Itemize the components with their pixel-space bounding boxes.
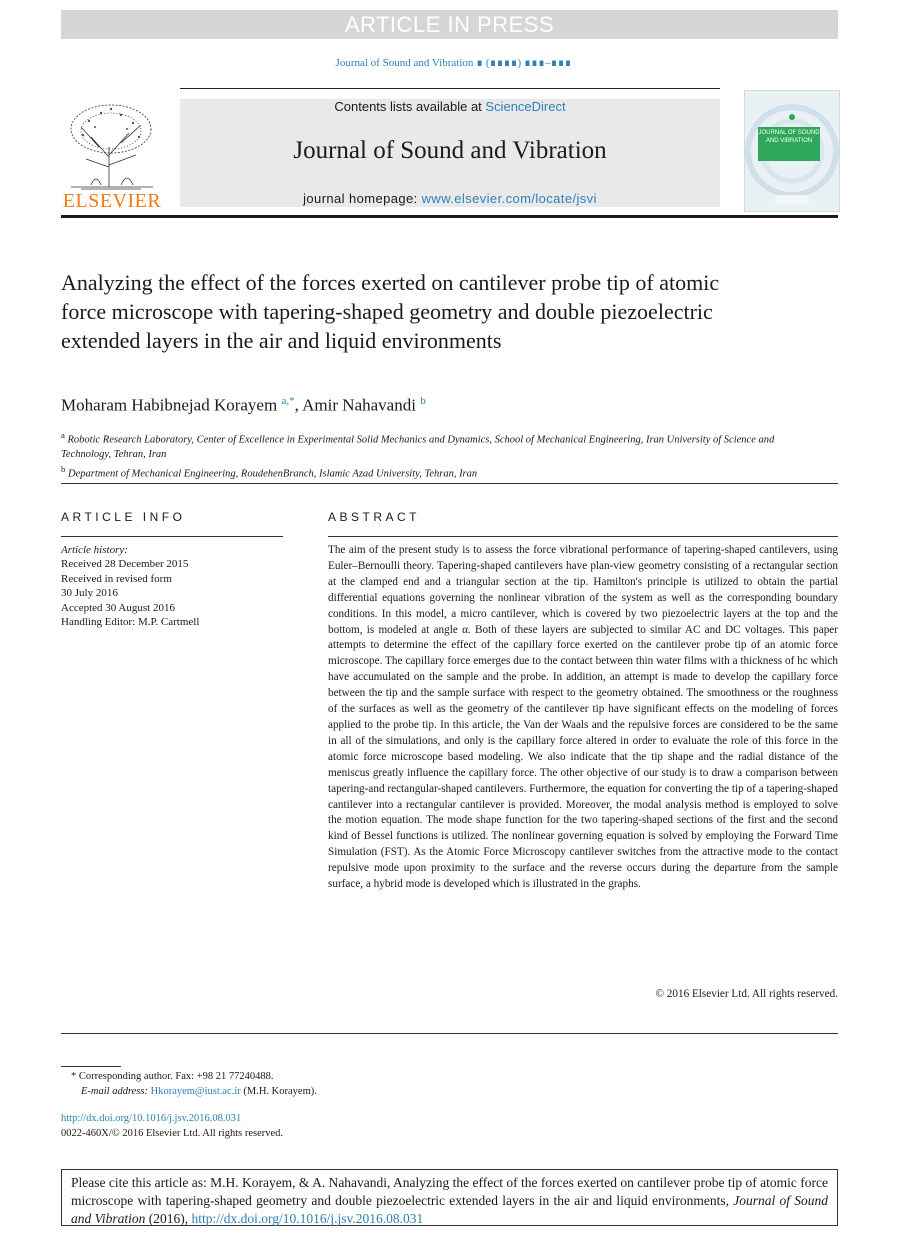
author-2-affiliation[interactable]: b [420, 395, 426, 407]
affiliation-b-text: Department of Mechanical Engineering, RoudehenBranch, Islamic Azad University, Tehran, Iran [68, 468, 478, 479]
citation-text: Please cite this article as: M.H. Korayem, & A. Nahavandi, Analyzing the effect of the forces exerted on cantilever probe tip of atomic force microscope with tapering-shaped geometry and double piezoelectric extended layers in the air and liquid environments, [71, 1175, 828, 1208]
affiliation-a-text: Robotic Research Laboratory, Center of Excellence in Experimental Solid Mechanics and Dynamics, School of Mechanical Engineering, Iran University of Science and Technology, Tehran, Iran [61, 434, 775, 460]
affiliation-b-label: b [61, 463, 66, 474]
revised-label: Received in revised form [61, 572, 172, 585]
elsevier-wordmark: ELSEVIER [62, 190, 162, 212]
article-info-heading: ARTICLE INFO [61, 510, 186, 524]
sciencedirect-link[interactable]: ScienceDirect [485, 99, 566, 114]
corresponding-author-note: * Corresponding author. Fax: +98 21 77240488. [71, 1071, 274, 1082]
article-info-rule [61, 536, 283, 537]
author-separator: , [294, 395, 303, 415]
header-bottom-rule [61, 215, 838, 218]
header-top-rule [180, 88, 720, 89]
received-date: Received 28 December 2015 [61, 558, 189, 571]
email-link[interactable]: Hkorayem@iust.ac.ir [150, 1086, 241, 1097]
affiliation-a [61, 428, 781, 462]
footer-rule [61, 1033, 838, 1034]
author-1-affiliation[interactable]: a,* [281, 395, 295, 407]
footnote-rule [61, 1066, 121, 1067]
abstract-copyright: © 2016 Elsevier Ltd. All rights reserved. [655, 988, 838, 1000]
email-suffix: (M.H. Korayem). [240, 1086, 317, 1097]
history-label: Article history: [61, 544, 128, 556]
citation-doi-link[interactable]: http://dx.doi.org/10.1016/j.jsv.2016.08.031 [191, 1211, 424, 1226]
journal-title: Journal of Sound and Vibration [293, 137, 607, 164]
revised-date: 30 July 2016 [61, 587, 118, 600]
author-1[interactable]: Moharam Habibnejad Korayem [61, 395, 278, 415]
cover-title: JOURNAL OF SOUND AND VIBRATION [758, 127, 820, 161]
homepage-link[interactable]: www.elsevier.com/locate/jsvi [421, 191, 597, 206]
author-2[interactable]: Amir Nahavandi [302, 395, 416, 415]
abstract-rule [328, 536, 838, 537]
homepage-line [180, 191, 720, 206]
abstract-heading: ABSTRACT [328, 510, 421, 524]
email-label: E-mail address: [81, 1086, 151, 1097]
handling-editor: Handling Editor: M.P. Cartmell [61, 616, 200, 629]
accepted-date: Accepted 30 August 2016 [61, 601, 175, 614]
affiliation-b [61, 462, 781, 482]
affiliations [61, 428, 781, 481]
affiliation-a-label: a [61, 430, 65, 440]
section-rule [61, 483, 838, 484]
citation-year: (2016), [145, 1211, 192, 1226]
article-title: Analyzing the effect of the forces exerted on cantilever probe tip of atomic force microscope with tapering-shaped geometry and double piezoelectric extended layers in the air and liquid environments [61, 270, 720, 353]
doi-block [61, 1111, 283, 1141]
author-line [61, 395, 426, 416]
homepage-prefix: journal homepage: [303, 191, 422, 206]
article-history [61, 543, 283, 629]
article-in-press-banner: ARTICLE IN PRESS [61, 10, 838, 39]
footnote [61, 1069, 571, 1099]
email-line [71, 1084, 571, 1099]
citation-box [61, 1169, 838, 1226]
abstract-text: The aim of the present study is to assess the force vibrational performance of tapering-shaped cantilevers, using Euler–Bernoulli theory. Tapering-shaped cantilevers have plan-view geometry consisting of a rectangular section at the clamped end and a triangular section at the tip. Hamilton's principle is utilized to obtain the partial differential equations governing the nonlinear vibration of the system as well as the corresponding boundary conditions. In this model, a micro cantilever, which is covered by two piezoelectric layers at the top and the bottom, is modeled at angle α. Both of these layers are subjected to similar AC and DC voltages. This paper attempts to determine the effect of the capillary force exerted on the cantilever probe tip of an atomic force microscope. The capillary force emerges due to the contact between thin water films with a thickness of hc which have accumulated on the sample and the probe. In addition, an attempt is made to develop the capillary force between the tip and the sample surface with respect to the geometry obtained. The smoothness or the roughness of the surfaces as well as the geometry of the cantilever tip have significant effects on the modeling of forces applied to the probe tip. In this article, the Van der Waals and the repulsive forces are considered to be the same in all of the simulations, and only is the capillary force altered in order to evaluate the role of this force in the atomic force microscope based modeling. We also indicate that the tip shape and the radial distance of the meniscus greatly influence the capillary force. The other objective of our study is to draw a comparison between tapering-and rectangular-shaped cantilevers. Furthermore, the equation for converting the tip of a tapering-shaped cantilever into a rectangular cantilever is provided. Moreover, the modal analysis method is employed to solve the motion equation. The mode shape function for the two tapering-shaped sections of the first and the second kind of Bessel functions is utilized. The nonlinear governing equation is solved by employing the Forward Time Simulation (FST). As the Atomic Force Microscopy cantilever switches from the attractive mode to the contact repulsive mode upon proximity to the surface and the reverse occurs during the departure from the sample surface, a hybrid mode is developed which is illustrated in the graphs. [328, 544, 838, 891]
doi-link[interactable]: http://dx.doi.org/10.1016/j.jsv.2016.08.031 [61, 1113, 242, 1124]
citation-journal: Journal of Sound and Vibration [71, 1193, 829, 1226]
issn-line: 0022-460X/© 2016 Elsevier Ltd. All rights reserved. [61, 1128, 284, 1139]
journal-reference[interactable]: Journal of Sound and Vibration ∎ (∎∎∎∎) ∎∎∎–∎∎∎ [335, 57, 572, 69]
contents-line [180, 99, 720, 114]
contents-prefix: Contents lists available at [334, 99, 486, 114]
